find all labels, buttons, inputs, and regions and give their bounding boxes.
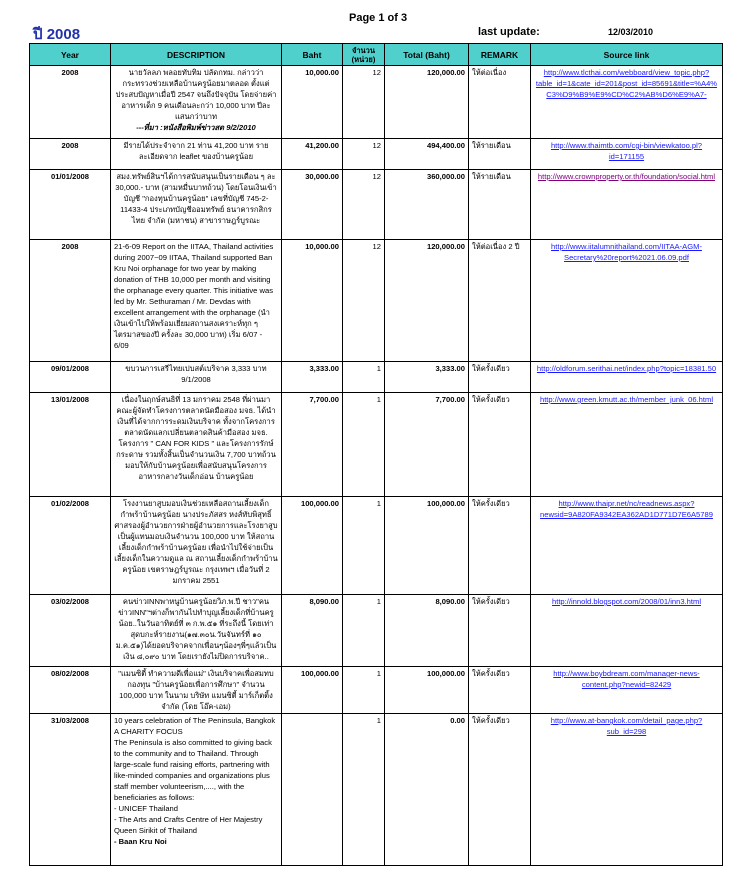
col-header-baht: Baht — [282, 44, 343, 66]
remark-cell: ให้ต่อเนื่อง 2 ปี — [469, 240, 531, 362]
baht-cell: 8,090.00 — [282, 595, 343, 667]
year-cell: 01/01/2008 — [30, 170, 111, 240]
source-link[interactable]: http://www.iitalumnithailand.com/IITAA-AGM-Secretary%20report%2021.06.09.pdf — [551, 242, 702, 262]
year-cell: 2008 — [30, 139, 111, 170]
table-row — [30, 240, 723, 362]
total-cell: 360,000.00 — [385, 170, 469, 240]
year-cell: 03/02/2008 — [30, 595, 111, 667]
remark-cell: ให้ต่อเนื่อง — [469, 66, 531, 139]
description-cell: ขบวนการเสรีไทยเปบสต์เบริจาค 3,333 บาท 9/1/2008 — [111, 362, 282, 393]
source-link[interactable]: http://innold.blogspot.com/2008/01/inn3.html — [551, 597, 702, 606]
year-cell: 13/01/2008 — [30, 393, 111, 497]
col-header-units: จำนวน (หน่วย) — [343, 44, 385, 66]
source-cell — [531, 66, 723, 139]
baht-cell: 10,000.00 — [282, 66, 343, 139]
year-cell: 2008 — [30, 240, 111, 362]
table-row — [30, 497, 723, 595]
year-cell: 09/01/2008 — [30, 362, 111, 393]
source-cell — [531, 139, 723, 170]
description-line: The Peninsula is also committed to giving back to the community and to Thailand. Through large-scale fund raising efforts, partnering with like-minded companies and organizations plus staff member volunteerism,...., with the beneficiaries as follows: — [114, 738, 272, 802]
description-line: 10 years celebration of The Peninsula, Bangkok — [114, 716, 276, 725]
baht-cell: 7,700.00 — [282, 393, 343, 497]
col-header-year: Year — [30, 44, 111, 66]
source-cell — [531, 497, 723, 595]
year-cell: 08/02/2008 — [30, 667, 111, 714]
remark-cell: ให้ครั้งเดียว — [469, 595, 531, 667]
table-row — [30, 170, 723, 240]
table-row — [30, 714, 723, 866]
source-link[interactable]: http://oldforum.serithai.net/index.php?topic=18381.50 — [536, 364, 717, 373]
source-cell — [531, 595, 723, 667]
total-cell: 8,090.00 — [385, 595, 469, 667]
year-cell: 01/02/2008 — [30, 497, 111, 595]
remark-cell: ให้ครั้งเดียว — [469, 393, 531, 497]
description-line: - UNICEF Thailand — [114, 804, 179, 813]
table-row — [30, 362, 723, 393]
table-row — [30, 139, 723, 170]
total-cell: 494,400.00 — [385, 139, 469, 170]
baht-cell: 41,200.00 — [282, 139, 343, 170]
total-cell: 3,333.00 — [385, 362, 469, 393]
units-cell: 1 — [343, 667, 385, 714]
remark-cell: ให้ครั้งเดียว — [469, 667, 531, 714]
last-update-label: last update: — [478, 26, 540, 38]
col-header-remark: REMARK — [469, 44, 531, 66]
description-line: - The Arts and Crafts Centre of Her Majestry Queen Sirikit of Thailand — [114, 815, 263, 835]
description-cell: สมง.ทรัพย์สินฯได้การสนับสนุนเป็นรายเดือน ๆ ละ 30,000.- บาท (สามหมื่นบาทถ้วน) โดยโอนเงินเข้าบัญชี "กองทุนบ้านครูน้อย" เลขที่บัญชี 745-2-11433-4 ประเภทบัญชีออมทรัพย์ ธนาคารกสิกรไทย จำกัด (มหาชน) สาขาราษฎร์บูรณะ — [111, 170, 282, 240]
description-cell: คนข่าวINNพาหนูบ้านครูน้อยวิภ.พ.ปี ชาว"คนข่าวINN"ฯต่างก็พากันไปทำบุญเลี้ยงเด็กที่บ้านครูน้อย..ในวันอาทิตย์ที่ ๓ ก.พ.๕๑ ที่ระถึงนี้ โดยเท่าสุดบกะห์รายงาน(๑๗.๓๐น.วันจันทร์ที่ ๑๐ ม.ค.๕๑)ได้ยอดบริจาคจากเพื่อนๆน้องๆพี่ๆแล้วเป็นเงิน ๘,๐๙๐ บาท โดยเรายังไม่ปิดการบริจาค.. — [111, 595, 282, 667]
baht-cell: 10,000.00 — [282, 240, 343, 362]
source-link[interactable]: http://www.tlcthai.com/webboard/view_topic.php?table_id=1&cate_id=201&post_id=85691&title=%A4%C3%D9%B9%E9%CD%C2%AB%D6%E9%A7- — [535, 68, 718, 99]
table-row — [30, 667, 723, 714]
units-cell: 12 — [343, 170, 385, 240]
total-cell: 0.00 — [385, 714, 469, 866]
remark-cell: ให้รายเดือน — [469, 139, 531, 170]
page-year-title: ปี 2008 — [33, 26, 81, 43]
table-header-row — [30, 44, 723, 66]
source-cell — [531, 362, 723, 393]
units-cell: 12 — [343, 139, 385, 170]
source-link[interactable]: http://www.at-bangkok.com/detail_page.php?sub_id=298 — [550, 716, 703, 736]
page-number: Page 1 of 3 — [349, 12, 408, 24]
total-cell: 100,000.00 — [385, 497, 469, 595]
source-link[interactable]: http://www.green.kmutt.ac.th/member_junk_06.html — [539, 395, 714, 404]
source-link[interactable]: http://www.thaimtb.com/cgi-bin/viewkatoo.pl?id=171155 — [550, 141, 703, 161]
units-cell: 12 — [343, 240, 385, 362]
table-row — [30, 66, 723, 139]
description-cell: มีรายได้ประจำจาก 21 ท่าน 41,200 บาท รายละเอียดจาก leaflet ของบ้านครูน้อย — [111, 139, 282, 170]
col-header-total: Total (Baht) — [385, 44, 469, 66]
total-cell: 7,700.00 — [385, 393, 469, 497]
description-cell — [111, 66, 282, 139]
total-cell: 100,000.00 — [385, 667, 469, 714]
description-cell: 21-6-09 Report on the IITAA, Thailand activities during 2007~09 IITAA, Thailand supported Ban Kru Noi orphanage for two year by making donation of THB 10,000 per month and visiting the orphanage every quarter. This initiative was led by Mr. Sethuraman / Mr. Devdas with excellent arrangement with the orphanage (นำเงินเข้าไปให้พร้อมเยี่ยมสถานสงเคราะห์ทุก ๆ ไตรมาสของปี ครั้งละ 30,000 บาท) เริ่ม 6/07 - 6/09 — [111, 240, 282, 362]
description-text: นายวัลลภ พลอยทับทิม ปลัดกทม. กล่าวว่า กระทรวงช่วยเหลือบ้านครูน้อยมาตลอด ตั้งแต่ประสบปัญหาเมื่อปี 2547 จนถึงปัจจุบัน โดยจ่ายค่าอาหารเด็ก 9 คนเดือนละกว่า 10,000 บาท ปีละแสนกว่าบาท — [115, 68, 277, 121]
table-row — [30, 393, 723, 497]
source-cell — [531, 714, 723, 866]
col-header-description: DESCRIPTION — [111, 44, 282, 66]
total-cell: 120,000.00 — [385, 240, 469, 362]
units-cell: 1 — [343, 714, 385, 866]
baht-cell: 30,000.00 — [282, 170, 343, 240]
description-cell — [111, 714, 282, 866]
col-header-source: Source link — [531, 44, 723, 66]
baht-cell — [282, 714, 343, 866]
description-cell: โรงงานยาสูบมอบเงินช่วยเหลือสถานเลี้ยงเด็กกำพร้าบ้านครูน้อย นางประภัสสร หงส์ทับพิสุทธิ์ศาสรองผู้อำนวยการฝ่ายผู้อำนวยการและโรงยาสูบ เป็นผู้แทนมอบเงินจำนวน 100,000 บาท ให้สถานเลี้ยงเด็กกำพร้าบ้านครูน้อย เพื่อนำไปใช้จ่ายเป็นเลี้ยงเด็กในความดูแล ณ สถานเลี้ยงเด็กกำพร้าบ้านครูน้อย เขตราษฎร์บูรณะ กรุงเทพฯ เมื่อวันที่ 2 มกราคม 2551 — [111, 497, 282, 595]
donations-table — [29, 43, 723, 866]
remark-cell: ให้ครั้งเดียว — [469, 497, 531, 595]
units-cell: 1 — [343, 497, 385, 595]
source-link[interactable]: http://www.boybdream.com/manager-news-content.php?newid=82429 — [553, 669, 700, 689]
source-cell — [531, 240, 723, 362]
year-cell: 31/03/2008 — [30, 714, 111, 866]
year-cell: 2008 — [30, 66, 111, 139]
remark-cell: ให้ครั้งเดียว — [469, 362, 531, 393]
description-line: - Baan Kru Noi — [114, 837, 167, 846]
source-link[interactable]: http://www.thaipr.net/nc/readnews.aspx?newsid=9A820FA9342EA362AD1D771D7E6A5789 — [540, 499, 713, 519]
remark-cell: ให้รายเดือน — [469, 170, 531, 240]
last-update-value: 12/03/2010 — [608, 27, 654, 37]
units-cell: 12 — [343, 66, 385, 139]
total-cell: 120,000.00 — [385, 66, 469, 139]
units-cell: 1 — [343, 393, 385, 497]
source-cell — [531, 667, 723, 714]
units-cell: 1 — [343, 595, 385, 667]
source-cell — [531, 393, 723, 497]
remark-cell: ให้ครั้งเดียว — [469, 714, 531, 866]
description-cell: เนื่องในฤกษ์สนธิที่ 13 มกราคม 2548 ที่ผ่านมา คณะผู้จัดทำโครงการตลาดนัดมือสอง มจธ. ได้นำเงินที่ได้จากการระดมเงินบริจาค ทั้งจากโครงการตลาดนัดแลกเปลี่ยนตลาดสินค้ามือสอง มจธ. โครงการ " CAN FOR KIDS " และโครงการรักษ์กระดาษ รวมทั้งสิ้นเป็นจำนวนเงิน 7,700 บาทถ้วน มอบให้กับบ้านครูน้อยเพื่อสนับสนุนโครงการอาหารกลางวันเด็กอ่อน บ้านครูน้อย — [111, 393, 282, 497]
source-link[interactable]: http://www.crownproperty.or.th/foundation/social.html — [537, 172, 716, 181]
units-cell: 1 — [343, 362, 385, 393]
baht-cell: 100,000.00 — [282, 667, 343, 714]
description-source-note: ---ที่มา :หนังสือพิมพ์ข่าวสด 9/2/2010 — [136, 123, 256, 132]
baht-cell: 3,333.00 — [282, 362, 343, 393]
table-row — [30, 595, 723, 667]
baht-cell: 100,000.00 — [282, 497, 343, 595]
description-line: A CHARITY FOCUS — [114, 727, 183, 736]
source-cell — [531, 170, 723, 240]
description-cell: "แมนซิตี้ ทำความดีเพื่อแม่" เงินบริจาคเพื่อสมทบกองทุน "บ้านครูน้อยเพื่อการศึกษา" จำนวน 100,000 บาท ในนาม บริษัท แมนซิตี้ มาร์เก็ตติ้ง จำกัด (โดย โอ๊ค-เอม) — [111, 667, 282, 714]
